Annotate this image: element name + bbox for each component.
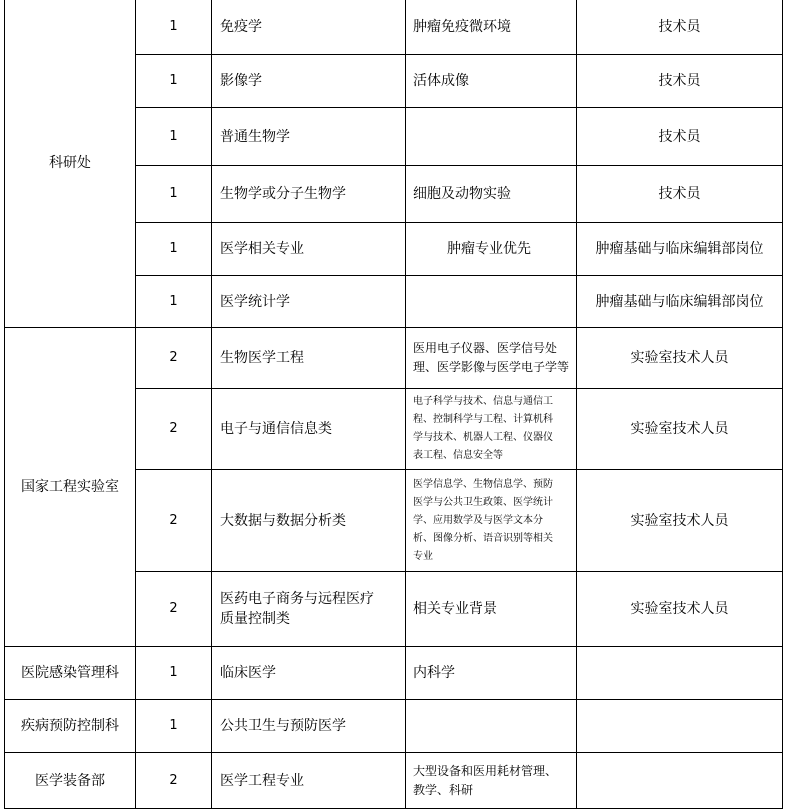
table-row <box>5 647 783 700</box>
count-cell: 1 <box>136 223 212 276</box>
requirement-cell: 细胞及动物实验 <box>406 166 577 223</box>
requirement-line: 专业 <box>413 550 433 562</box>
department-cell: 医院感染管理科 <box>5 647 136 700</box>
department-cell: 疾病预防控制科 <box>5 700 136 753</box>
major-cell: 医学统计学 <box>212 276 406 328</box>
requirement-line: 程、控制科学与工程、计算机科 <box>413 414 553 425</box>
requirement-cell: 肿瘤免疫微环境 <box>406 0 577 55</box>
position-cell <box>577 753 783 809</box>
table-row <box>5 753 783 809</box>
count-cell: 1 <box>136 0 212 55</box>
major-line: 医药电子商务与远程医疗 <box>220 591 374 607</box>
requirement-line: 电子科学与技术、信息与通信工 <box>413 396 553 407</box>
requirement-line: 教学、科研 <box>413 782 474 797</box>
recruitment-table <box>4 0 783 809</box>
requirement-line: 学与技术、机器人工程、仪器仪 <box>413 432 553 443</box>
count-cell: 1 <box>136 55 212 108</box>
requirement-cell <box>406 700 577 753</box>
major-cell <box>212 572 406 647</box>
position-cell: 实验室技术人员 <box>577 389 783 470</box>
position-cell <box>577 700 783 753</box>
department-cell: 医学装备部 <box>5 753 136 809</box>
requirement-line: 表工程、信息安全等 <box>413 450 503 461</box>
table-row <box>5 0 783 55</box>
requirement-cell <box>406 389 577 470</box>
major-cell: 生物医学工程 <box>212 328 406 389</box>
count-cell: 1 <box>136 166 212 223</box>
major-cell: 影像学 <box>212 55 406 108</box>
major-cell: 普通生物学 <box>212 108 406 166</box>
requirement-line: 大型设备和医用耗材管理、 <box>413 763 558 778</box>
requirement-line: 医学与公共卫生政策、医学统计 <box>413 496 553 508</box>
count-cell: 2 <box>136 470 212 572</box>
position-cell: 实验室技术人员 <box>577 470 783 572</box>
requirement-line: 析、图像分析、语音识别等相关 <box>413 532 553 544</box>
requirement-line: 医学信息学、生物信息学、预防 <box>413 478 553 490</box>
position-cell: 实验室技术人员 <box>577 328 783 389</box>
requirement-line: 理、医学影像与医学电子学等 <box>413 360 570 374</box>
major-cell: 大数据与数据分析类 <box>212 470 406 572</box>
requirement-cell <box>406 470 577 572</box>
requirement-cell: 相关专业背景 <box>406 572 577 647</box>
major-cell: 医学工程专业 <box>212 753 406 809</box>
requirement-cell: 活体成像 <box>406 55 577 108</box>
requirement-cell <box>406 276 577 328</box>
major-cell: 生物学或分子生物学 <box>212 166 406 223</box>
table-row <box>5 700 783 753</box>
count-cell: 1 <box>136 700 212 753</box>
requirement-cell: 肿瘤专业优先 <box>406 223 577 276</box>
count-cell: 1 <box>136 647 212 700</box>
requirement-cell <box>406 108 577 166</box>
major-cell: 医学相关专业 <box>212 223 406 276</box>
requirement-line: 医用电子仪器、医学信号处 <box>413 341 558 355</box>
position-cell: 实验室技术人员 <box>577 572 783 647</box>
count-cell: 1 <box>136 276 212 328</box>
position-cell: 技术员 <box>577 55 783 108</box>
major-line: 质量控制类 <box>220 611 290 627</box>
requirement-line: 学、应用数学及与医学文本分 <box>413 514 543 526</box>
requirement-cell <box>406 753 577 809</box>
major-cell: 免疫学 <box>212 0 406 55</box>
department-cell: 科研处 <box>5 0 136 328</box>
major-cell: 临床医学 <box>212 647 406 700</box>
count-cell: 2 <box>136 389 212 470</box>
position-cell: 肿瘤基础与临床编辑部岗位 <box>577 276 783 328</box>
position-cell: 肿瘤基础与临床编辑部岗位 <box>577 223 783 276</box>
count-cell: 2 <box>136 572 212 647</box>
table-row <box>5 328 783 389</box>
major-cell: 公共卫生与预防医学 <box>212 700 406 753</box>
count-cell: 2 <box>136 753 212 809</box>
count-cell: 2 <box>136 328 212 389</box>
position-cell: 技术员 <box>577 0 783 55</box>
position-cell <box>577 647 783 700</box>
department-cell: 国家工程实验室 <box>5 328 136 647</box>
count-cell: 1 <box>136 108 212 166</box>
major-cell: 电子与通信信息类 <box>212 389 406 470</box>
requirement-cell: 内科学 <box>406 647 577 700</box>
requirement-cell <box>406 328 577 389</box>
position-cell: 技术员 <box>577 166 783 223</box>
position-cell: 技术员 <box>577 108 783 166</box>
